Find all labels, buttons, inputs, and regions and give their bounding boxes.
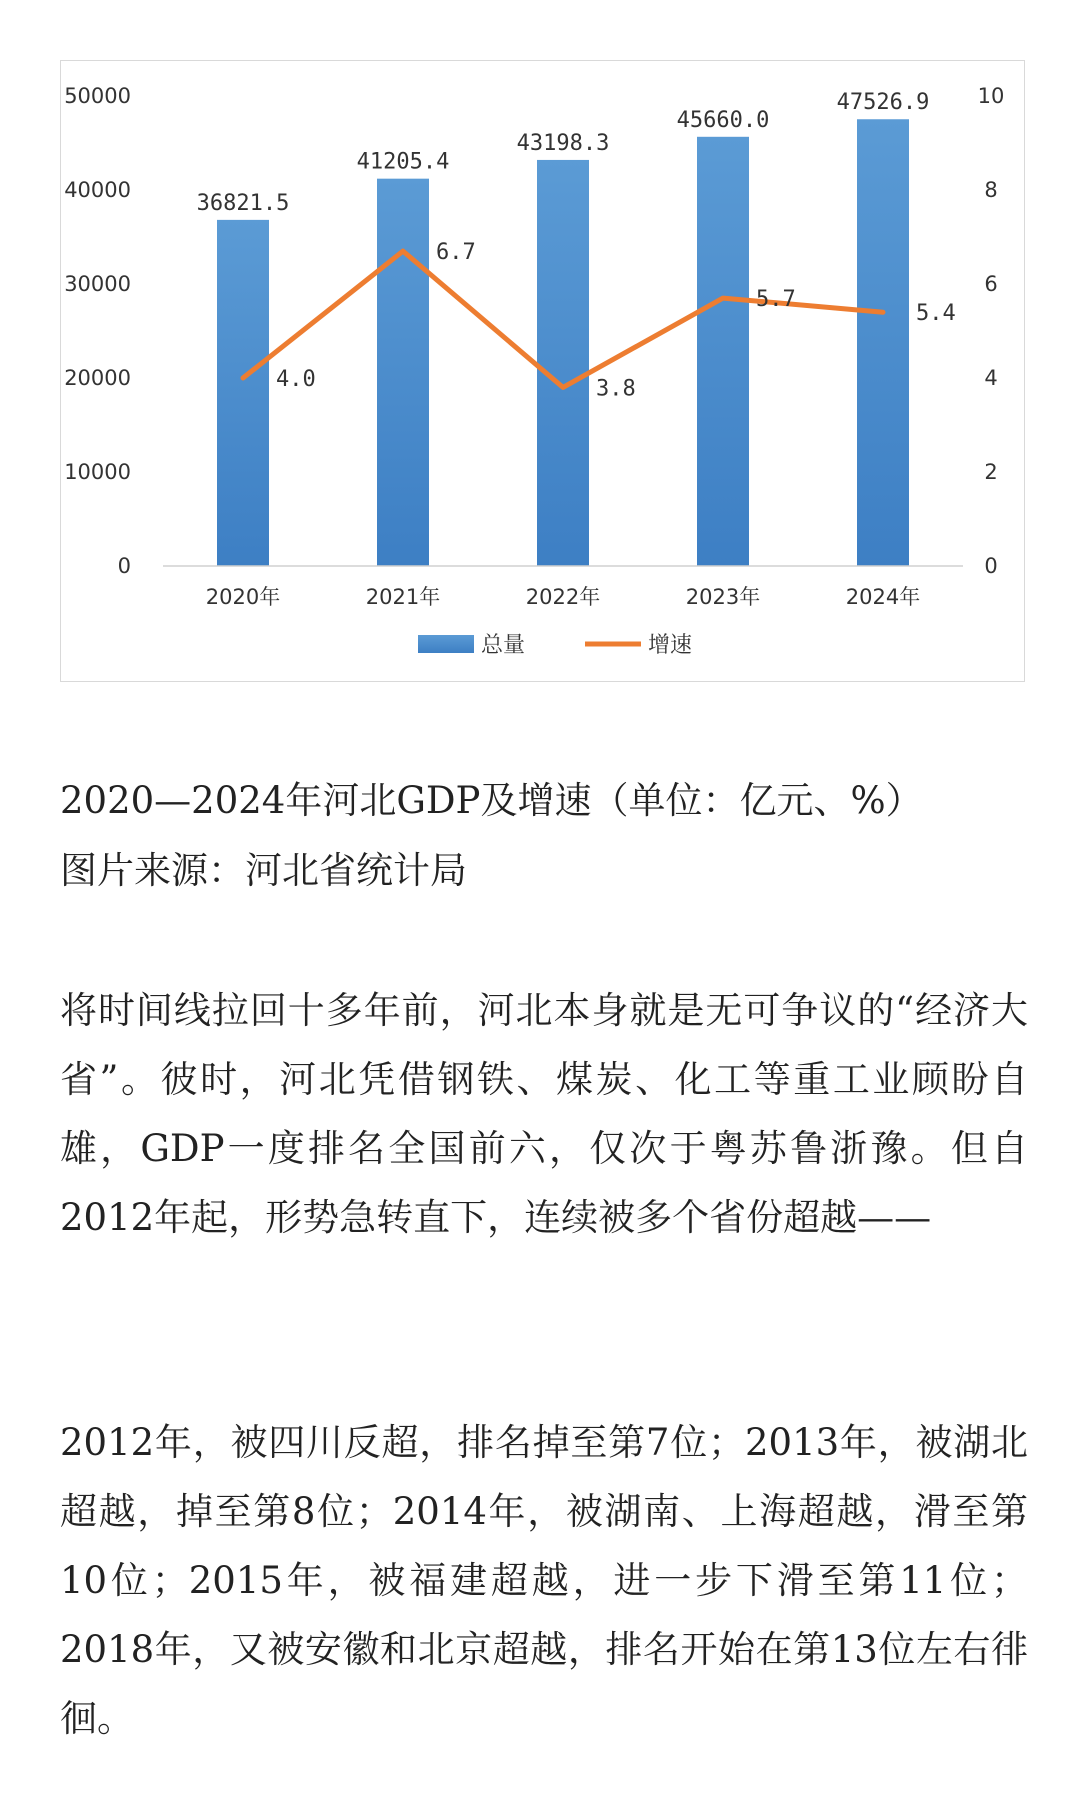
left-axis-tick-label: 0 [117,554,131,578]
right-axis-tick-label: 6 [984,272,998,296]
bar-total [377,179,429,566]
bar-total [217,220,269,566]
bar-value-label: 36821.5 [196,190,290,216]
bar-total [537,160,589,566]
left-axis-tick-label: 40000 [64,178,131,202]
left-axis-tick-label: 30000 [64,272,131,296]
right-axis-tick-label: 2 [984,460,998,484]
gdp-chart [60,60,1025,682]
legend-line-label: 增速 [648,633,693,658]
article-paragraph-2: 2012年，被四川反超，排名掉至第7位；2013年，被湖北超越，掉至第8位；2014年，被湖南、上海超越，滑至第10位；2015年，被福建超越，进一步下滑至第11位；2018年，又被安徽和北京超越，排名开始在第13位左右徘徊。 [60,1421,1028,1740]
chart-caption [60,766,1030,906]
x-axis-category-label: 2022年 [525,585,601,609]
growth-rate-label: 4.0 [276,367,316,392]
bar-total [857,119,909,566]
x-axis-category-label: 2023年 [685,585,761,609]
right-axis-tick-label: 8 [984,178,998,202]
article-paragraph-1: 将时间线拉回十多年前，河北本身就是无可争议的“经济大省”。彼时，河北凭借钢铁、煤炭、化工等重工业顾盼自雄，GDP一度排名全国前六，仅次于粤苏鲁浙豫。但自2012年起，形势急转直下，连续被多个省份超越—— [60,989,1028,1239]
right-axis-tick-label: 10 [977,84,1005,108]
right-axis-tick-label: 4 [984,366,998,390]
caption-source: 图片来源：河北省统计局 [60,849,467,892]
x-axis-category-label: 2021年 [365,585,441,609]
growth-rate-label: 5.7 [756,287,796,313]
chart-canvas [61,61,1023,681]
growth-rate-label: 6.7 [436,240,476,266]
left-axis-tick-label: 10000 [64,460,131,484]
bar-value-label: 41205.4 [356,149,450,175]
bar-value-label: 47526.9 [836,90,930,116]
left-axis-tick-label: 20000 [64,366,131,390]
x-axis-category-label: 2020年 [205,585,281,609]
bar-value-label: 45660.0 [676,107,770,133]
x-axis-category-label: 2024年 [845,585,921,609]
bar-total [697,137,749,566]
right-axis-tick-label: 0 [984,554,998,578]
legend-bar-label: 总量 [481,633,526,658]
caption-title: 2020—2024年河北GDP及增速（单位：亿元、%） [60,779,923,822]
growth-rate-label: 5.4 [916,301,956,327]
legend-bar-swatch [418,635,474,653]
left-axis-tick-label: 50000 [64,84,131,108]
bar-value-label: 43198.3 [516,130,610,156]
growth-rate-label: 3.8 [596,376,636,402]
